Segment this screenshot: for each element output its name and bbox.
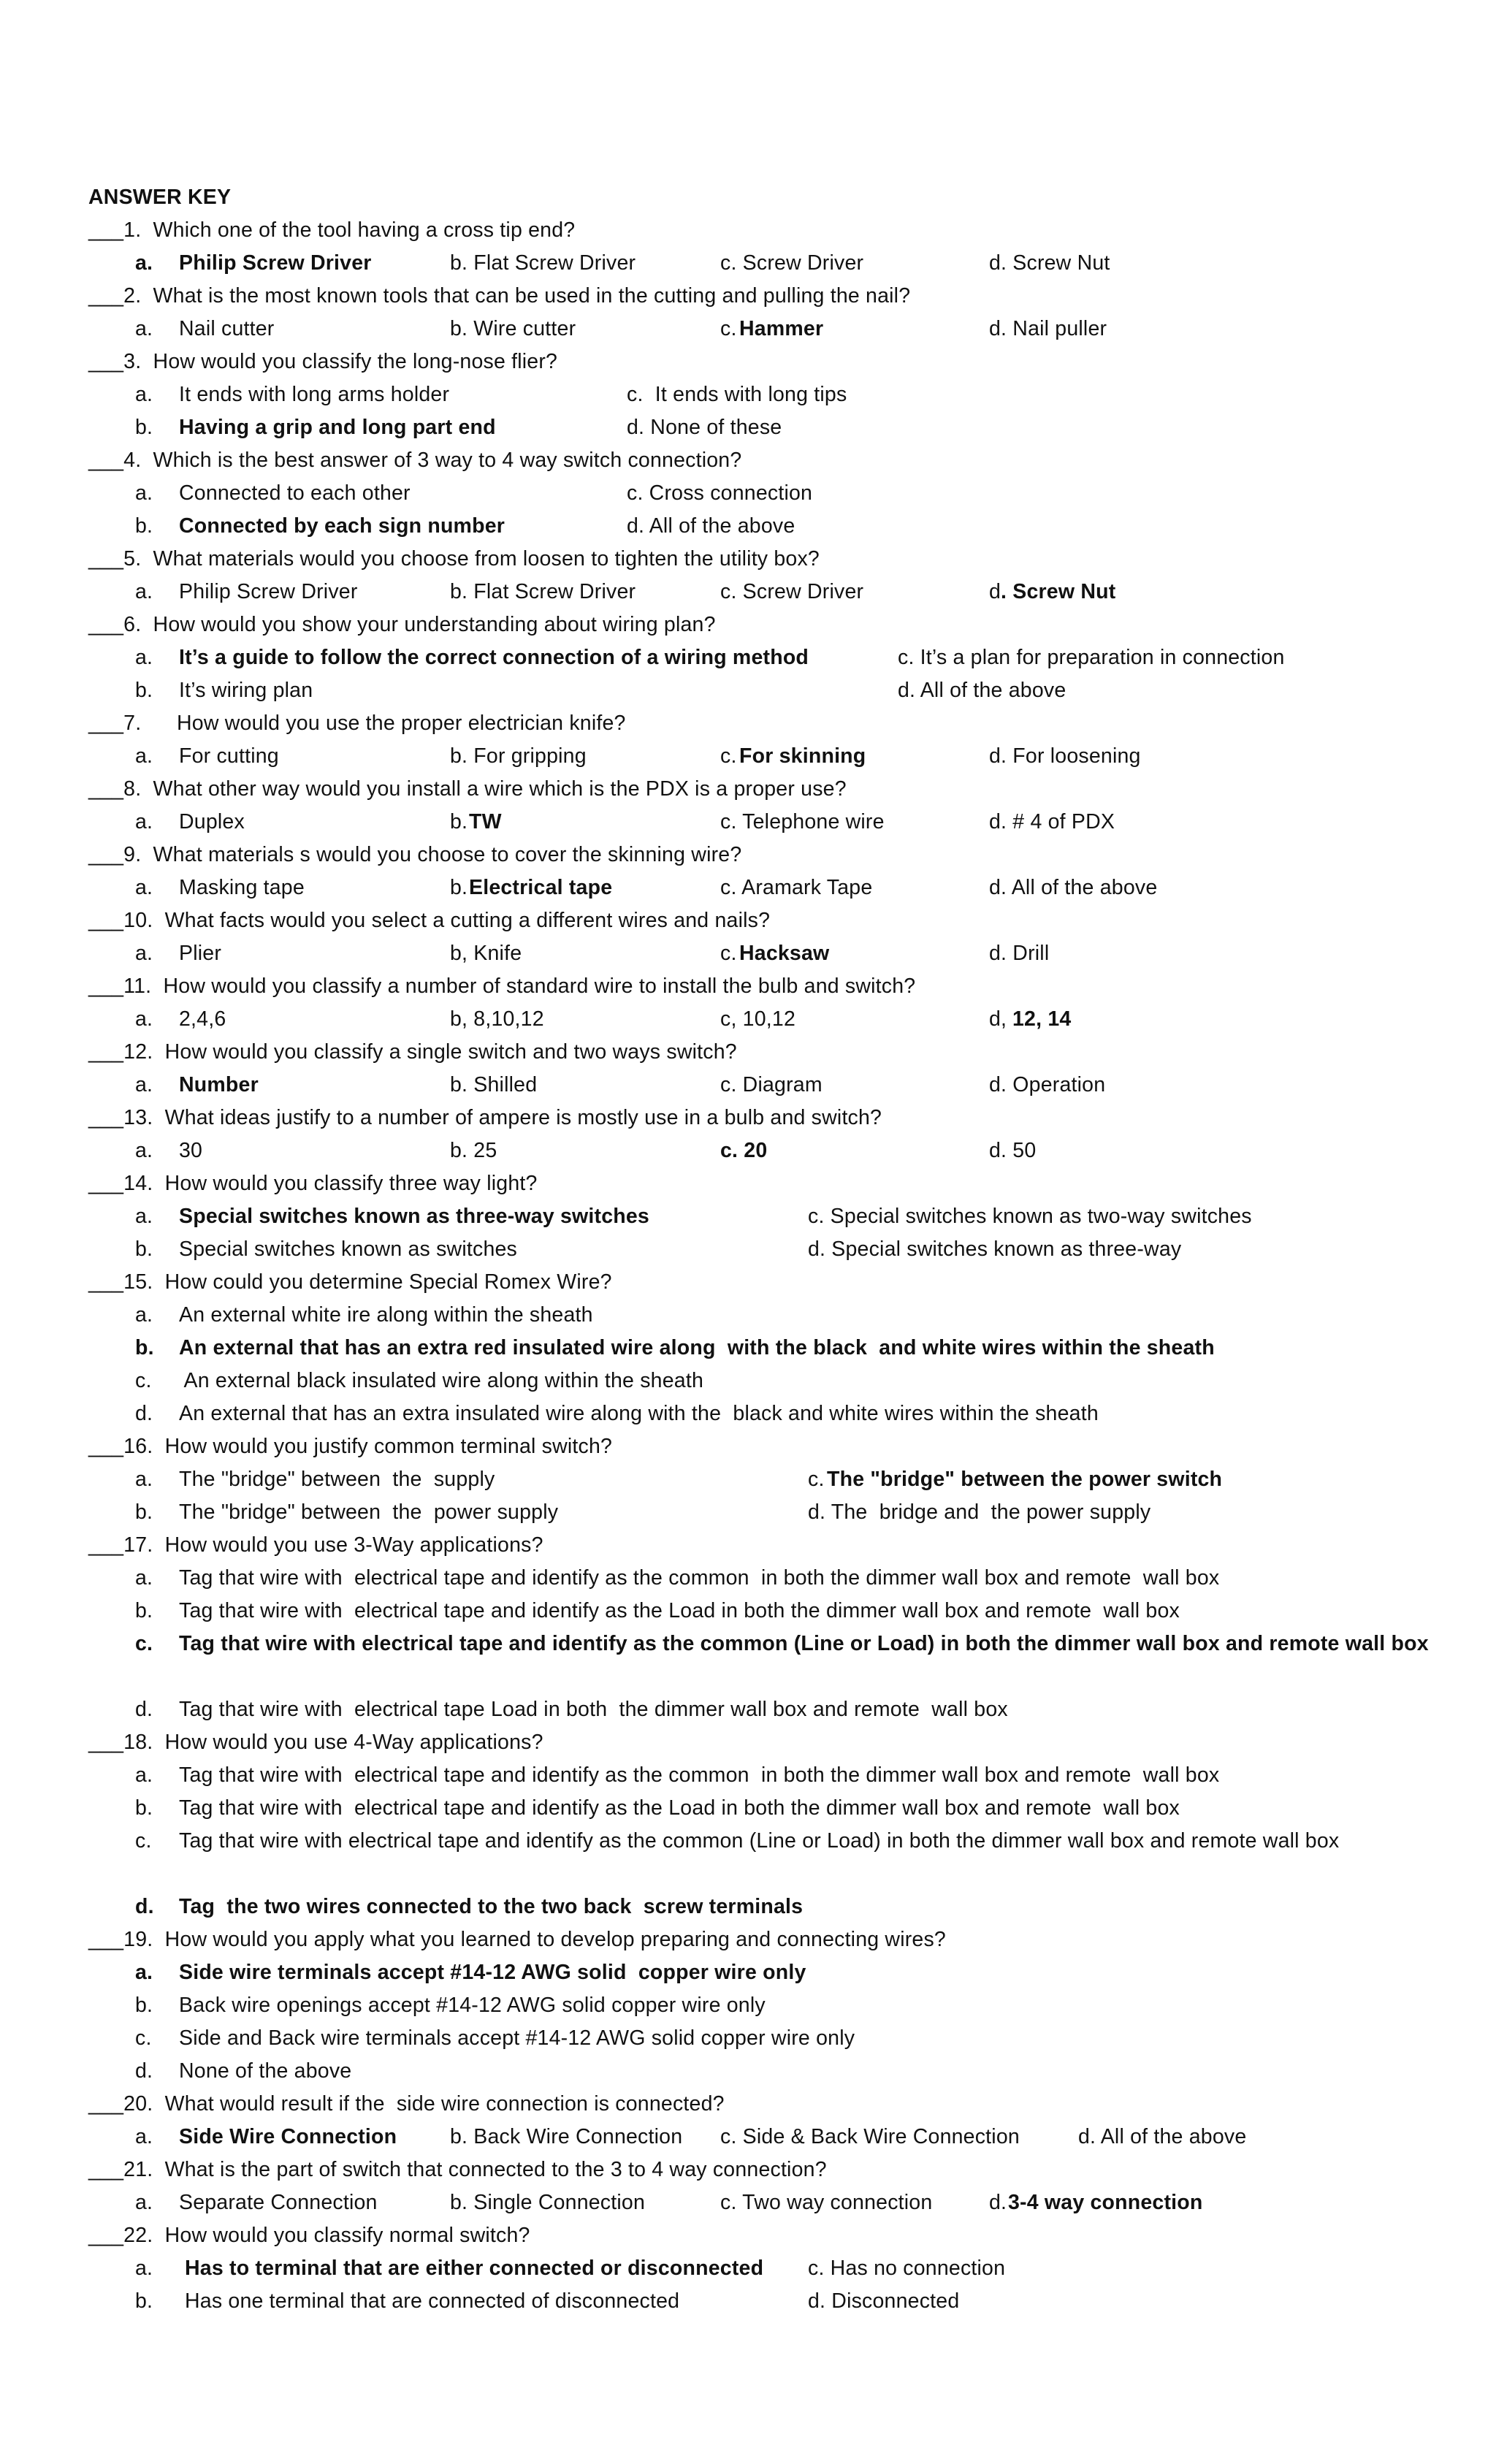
document-title: ANSWER KEY bbox=[88, 186, 232, 209]
choice-letter: b. bbox=[135, 1237, 153, 1261]
choice-text: c, 10,12 bbox=[720, 1007, 796, 1031]
choice-text: c. bbox=[720, 317, 743, 340]
choice-text: d. Screw Nut bbox=[989, 251, 1110, 275]
choice-text: Hacksaw bbox=[739, 942, 830, 965]
choice-row bbox=[88, 477, 1432, 510]
question-4: ___4. Which is the best answer of 3 way to 4 way switch connection? bbox=[88, 449, 742, 472]
choice-text: Having a grip and long part end bbox=[179, 416, 496, 439]
choice-row bbox=[88, 576, 1432, 609]
choice-letter: b. bbox=[135, 416, 153, 439]
choice-text: d. 50 bbox=[989, 1139, 1037, 1162]
choice-letter: a. bbox=[135, 383, 153, 406]
choice-text: c. Two way connection bbox=[720, 2191, 933, 2214]
question-7: ___7. How would you use the proper electrician knife? bbox=[88, 712, 626, 735]
choice-text: b. Wire cutter bbox=[450, 317, 576, 340]
choice-text: Tag that wire with electrical tape and identify as the common (Line or Load) in both the dimmer wall box and remote wall box bbox=[179, 1632, 1429, 1655]
choice-letter: d. bbox=[135, 1402, 153, 1425]
choice-text: c. Diagram bbox=[720, 1073, 823, 1096]
choice-text: Philip Screw Driver bbox=[179, 251, 372, 275]
answer-key-document bbox=[88, 181, 1432, 2318]
choice-text: Has to terminal that are either connected or disconnected bbox=[185, 2257, 764, 2280]
choice-text: b. Single Connection bbox=[450, 2191, 646, 2214]
choice-text: b. Flat Screw Driver bbox=[450, 580, 636, 603]
choice-letter: a. bbox=[135, 251, 153, 275]
choice-row bbox=[88, 1365, 1432, 1397]
choice-text: Separate Connection bbox=[179, 2191, 378, 2214]
question-2: ___2. What is the most known tools that can be used in the cutting and pulling the nail? bbox=[88, 284, 911, 308]
choice-text: Tag that wire with electrical tape and identify as the common (Line or Load) in both the dimmer wall box and remote wall box bbox=[179, 1829, 1340, 1853]
choice-letter: a. bbox=[135, 1007, 153, 1031]
choice-text: Side wire terminals accept #14-12 AWG solid copper wire only bbox=[179, 1961, 806, 1984]
choice-text: Side Wire Connection bbox=[179, 2125, 397, 2148]
choice-text: c. It’s a plan for preparation in connection bbox=[898, 646, 1285, 669]
choice-row bbox=[88, 1233, 1432, 1266]
choice-text: Tag that wire with electrical tape and identify as the common in both the dimmer wall box and remote wall box bbox=[179, 1763, 1220, 1787]
choice-text: c. Has no connection bbox=[808, 2257, 1006, 2280]
question-20: ___20. What would result if the side wire connection is connected? bbox=[88, 2092, 725, 2116]
choice-letter: d. bbox=[135, 1698, 153, 1721]
choice-text: d, bbox=[989, 1007, 1013, 1031]
choice-row bbox=[88, 1628, 1432, 1693]
choice-text: 12, 14 bbox=[1012, 1007, 1072, 1031]
choice-text: c. 20 bbox=[720, 1139, 768, 1162]
choice-row bbox=[88, 2186, 1432, 2219]
choice-letter: a. bbox=[135, 1468, 153, 1491]
choice-text: b. Back Wire Connection bbox=[450, 2125, 683, 2148]
choice-text: b. Shilled bbox=[450, 1073, 538, 1096]
choice-text: c. Screw Driver bbox=[720, 580, 864, 603]
question-8: ___8. What other way would you install a wire which is the PDX is a proper use? bbox=[88, 777, 847, 801]
choice-row bbox=[88, 1891, 1432, 1923]
choice-text: d. Drill bbox=[989, 942, 1050, 965]
choice-text: It ends with long arms holder bbox=[179, 383, 450, 406]
choice-letter: a. bbox=[135, 1139, 153, 1162]
choice-text: Special switches known as three-way switches bbox=[179, 1205, 649, 1228]
choice-row bbox=[88, 1496, 1432, 1529]
choice-row bbox=[88, 1299, 1432, 1332]
choice-row bbox=[88, 247, 1432, 280]
choice-text: d. The bridge and the power supply bbox=[808, 1500, 1151, 1524]
question-19: ___19. How would you apply what you learned to develop preparing and connecting wires? bbox=[88, 1928, 946, 1951]
choice-letter: d. bbox=[135, 2059, 153, 2083]
choice-text: d. # 4 of PDX bbox=[989, 810, 1115, 834]
question-6: ___6. How would you show your understanding about wiring plan? bbox=[88, 613, 716, 636]
choice-text: b, 8,10,12 bbox=[450, 1007, 544, 1031]
choice-text: b. Flat Screw Driver bbox=[450, 251, 636, 275]
choice-row bbox=[88, 2285, 1432, 2318]
choice-text: The "bridge" between the supply bbox=[179, 1468, 495, 1491]
choice-letter: a. bbox=[135, 1763, 153, 1787]
choice-row bbox=[88, 2022, 1432, 2055]
choice-letter: a. bbox=[135, 1073, 153, 1096]
choice-text: 2,4,6 bbox=[179, 1007, 226, 1031]
choice-row bbox=[88, 740, 1432, 773]
choice-letter: a. bbox=[135, 1303, 153, 1327]
choice-letter: b. bbox=[135, 679, 153, 702]
choice-row bbox=[88, 674, 1432, 707]
choice-text: b. bbox=[450, 876, 474, 899]
choice-letter: a. bbox=[135, 1961, 153, 1984]
question-9: ___9. What materials s would you choose to cover the skinning wire? bbox=[88, 843, 742, 866]
choice-text: Tag that wire with electrical tape and identify as the common in both the dimmer wall box and remote wall box bbox=[179, 1566, 1220, 1590]
choice-text: d. All of the above bbox=[898, 679, 1066, 702]
choice-text: c. Screw Driver bbox=[720, 251, 864, 275]
choice-text: d. All of the above bbox=[989, 876, 1158, 899]
choice-row bbox=[88, 1562, 1432, 1595]
choice-text: d. Nail puller bbox=[989, 317, 1107, 340]
choice-text: For cutting bbox=[179, 744, 279, 768]
question-18: ___18. How would you use 4-Way applications? bbox=[88, 1731, 543, 1754]
choice-text: d. Disconnected bbox=[808, 2289, 960, 2313]
choice-row bbox=[88, 1792, 1432, 1825]
choice-letter: a. bbox=[135, 2257, 153, 2280]
choice-text: c. bbox=[808, 1468, 831, 1491]
question-5: ___5. What materials would you choose from loosen to tighten the utility box? bbox=[88, 547, 820, 571]
choice-text: Plier bbox=[179, 942, 222, 965]
choice-text: TW bbox=[469, 810, 502, 834]
choice-text: The "bridge" between the power switch bbox=[827, 1468, 1223, 1491]
choice-letter: a. bbox=[135, 876, 153, 899]
choice-letter: d. bbox=[135, 1895, 154, 1918]
choice-row bbox=[88, 2252, 1432, 2285]
choice-text: Side and Back wire terminals accept #14-12 AWG solid copper wire only bbox=[179, 2026, 855, 2050]
choice-row bbox=[88, 1759, 1432, 1792]
question-15: ___15. How could you determine Special Romex Wire? bbox=[88, 1270, 612, 1294]
choice-text: Duplex bbox=[179, 810, 245, 834]
choice-letter: b. bbox=[135, 514, 153, 538]
question-list bbox=[88, 214, 1432, 2318]
choice-text: d. Special switches known as three-way bbox=[808, 1237, 1182, 1261]
choice-text: Back wire openings accept #14-12 AWG solid copper wire only bbox=[179, 1994, 766, 2017]
choice-row bbox=[88, 1693, 1432, 1726]
choice-row bbox=[88, 1825, 1432, 1891]
choice-row bbox=[88, 1595, 1432, 1628]
choice-text: Tag that wire with electrical tape and identify as the Load in both the dimmer wall box and remote wall box bbox=[179, 1599, 1180, 1622]
choice-row bbox=[88, 1989, 1432, 2022]
choice-text: b. For gripping bbox=[450, 744, 587, 768]
choice-letter: c. bbox=[135, 2026, 152, 2050]
question-1: ___1. Which one of the tool having a cross tip end? bbox=[88, 218, 576, 242]
choice-text: 3-4 way connection bbox=[1008, 2191, 1203, 2214]
choice-text: It’s wiring plan bbox=[179, 679, 313, 702]
choice-letter: a. bbox=[135, 810, 153, 834]
choice-letter: a. bbox=[135, 481, 153, 505]
choice-text: An external black insulated wire along within the sheath bbox=[179, 1369, 703, 1392]
choice-text: b, Knife bbox=[450, 942, 522, 965]
choice-row bbox=[88, 871, 1432, 904]
choice-row bbox=[88, 1332, 1432, 1365]
choice-letter: a. bbox=[135, 1205, 153, 1228]
choice-row bbox=[88, 2121, 1432, 2154]
choice-row bbox=[88, 1956, 1432, 1989]
choice-text: An external white ire along within the sheath bbox=[179, 1303, 593, 1327]
choice-text: c. Special switches known as two-way switches bbox=[808, 1205, 1252, 1228]
choice-text: It’s a guide to follow the correct connection of a wiring method bbox=[179, 646, 809, 669]
choice-text: 30 bbox=[179, 1139, 203, 1162]
choice-text: c. Cross connection bbox=[627, 481, 813, 505]
choice-text: An external that has an extra red insulated wire along with the black and white wires within the sheath bbox=[179, 1336, 1215, 1359]
choice-letter: b. bbox=[135, 1994, 153, 2017]
choice-letter: a. bbox=[135, 942, 153, 965]
choice-text: Special switches known as switches bbox=[179, 1237, 517, 1261]
choice-row bbox=[88, 1200, 1432, 1233]
choice-text: Has one terminal that are connected of disconnected bbox=[185, 2289, 680, 2313]
choice-text: Nail cutter bbox=[179, 317, 275, 340]
choice-row bbox=[88, 1397, 1432, 1430]
choice-row bbox=[88, 1069, 1432, 1102]
choice-row bbox=[88, 411, 1432, 444]
choice-text: c. Aramark Tape bbox=[720, 876, 873, 899]
question-10: ___10. What facts would you select a cutting a different wires and nails? bbox=[88, 909, 771, 932]
choice-text: c. bbox=[720, 942, 743, 965]
choice-letter: a. bbox=[135, 646, 153, 669]
choice-text: d. For loosening bbox=[989, 744, 1141, 768]
choice-row bbox=[88, 937, 1432, 970]
choice-letter: a. bbox=[135, 317, 153, 340]
choice-row bbox=[88, 1134, 1432, 1167]
choice-row bbox=[88, 1003, 1432, 1036]
choice-row bbox=[88, 2055, 1432, 2088]
choice-text: . Screw Nut bbox=[1001, 580, 1116, 603]
question-11: ___11. How would you classify a number of standard wire to install the bulb and switch? bbox=[88, 974, 916, 998]
choice-letter: b. bbox=[135, 1796, 153, 1820]
choice-text: d. None of these bbox=[627, 416, 782, 439]
choice-row bbox=[88, 641, 1432, 674]
choice-text: None of the above bbox=[179, 2059, 352, 2083]
choice-letter: c. bbox=[135, 1369, 152, 1392]
choice-text: Electrical tape bbox=[469, 876, 613, 899]
choice-text: c. It ends with long tips bbox=[627, 383, 847, 406]
choice-text: Tag the two wires connected to the two back screw terminals bbox=[179, 1895, 804, 1918]
choice-text: d. bbox=[989, 2191, 1013, 2214]
question-16: ___16. How would you justify common terminal switch? bbox=[88, 1435, 613, 1458]
choice-text: Tag that wire with electrical tape and identify as the Load in both the dimmer wall box and remote wall box bbox=[179, 1796, 1180, 1820]
choice-text: Connected to each other bbox=[179, 481, 411, 505]
choice-letter: a. bbox=[135, 2191, 153, 2214]
choice-row bbox=[88, 806, 1432, 839]
question-3: ___3. How would you classify the long-nose flier? bbox=[88, 350, 558, 373]
choice-text: Hammer bbox=[739, 317, 824, 340]
choice-text: Connected by each sign number bbox=[179, 514, 505, 538]
question-21: ___21. What is the part of switch that connected to the 3 to 4 way connection? bbox=[88, 2158, 827, 2181]
choice-letter: a. bbox=[135, 580, 153, 603]
choice-text: c. Side & Back Wire Connection bbox=[720, 2125, 1020, 2148]
question-13: ___13. What ideas justify to a number of ampere is mostly use in a bulb and switch? bbox=[88, 1106, 882, 1129]
choice-text: An external that has an extra insulated wire along with the black and white wires within the sheath bbox=[179, 1402, 1099, 1425]
choice-letter: b. bbox=[135, 2289, 153, 2313]
choice-text: c. Telephone wire bbox=[720, 810, 885, 834]
choice-text: Tag that wire with electrical tape Load in both the dimmer wall box and remote wall box bbox=[179, 1698, 1008, 1721]
choice-text: d. All of the above bbox=[627, 514, 795, 538]
choice-letter: c. bbox=[135, 1829, 152, 1853]
choice-letter: b. bbox=[135, 1500, 153, 1524]
choice-letter: a. bbox=[135, 744, 153, 768]
choice-letter: c. bbox=[135, 1632, 153, 1655]
choice-text: Masking tape bbox=[179, 876, 305, 899]
choice-text: d. Operation bbox=[989, 1073, 1106, 1096]
choice-letter: b. bbox=[135, 1336, 154, 1359]
choice-row bbox=[88, 510, 1432, 543]
choice-row bbox=[88, 378, 1432, 411]
choice-text: b. bbox=[450, 810, 474, 834]
choice-text: c. bbox=[720, 744, 743, 768]
choice-row bbox=[88, 313, 1432, 346]
choice-text: Philip Screw Driver bbox=[179, 580, 358, 603]
question-17: ___17. How would you use 3-Way applications? bbox=[88, 1533, 543, 1557]
choice-letter: b. bbox=[135, 1599, 153, 1622]
choice-text: The "bridge" between the power supply bbox=[179, 1500, 559, 1524]
choice-text: d. All of the above bbox=[1078, 2125, 1247, 2148]
choice-text: For skinning bbox=[739, 744, 866, 768]
choice-text: b. 25 bbox=[450, 1139, 497, 1162]
choice-letter: a. bbox=[135, 1566, 153, 1590]
question-12: ___12. How would you classify a single switch and two ways switch? bbox=[88, 1040, 737, 1064]
choice-row bbox=[88, 1463, 1432, 1496]
question-22: ___22. How would you classify normal switch? bbox=[88, 2224, 530, 2247]
question-14: ___14. How would you classify three way light? bbox=[88, 1172, 538, 1195]
choice-text: Number bbox=[179, 1073, 259, 1096]
choice-text: d bbox=[989, 580, 1001, 603]
choice-letter: a. bbox=[135, 2125, 153, 2148]
